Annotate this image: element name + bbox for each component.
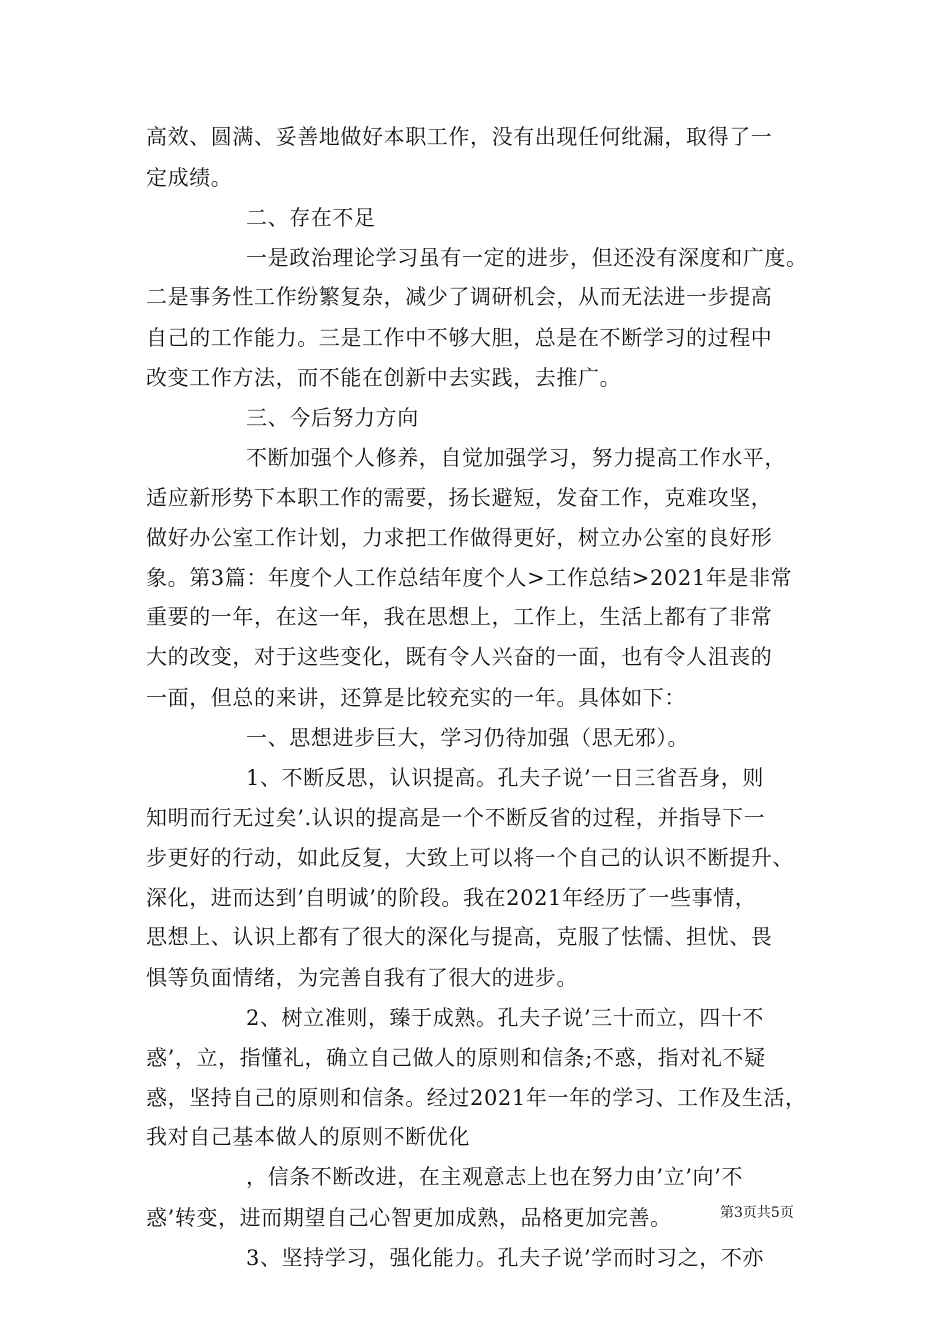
text-line: 惑’，立，指懂礼，确立自己做人的原则和信条;不惑，指对礼不疑	[146, 1046, 766, 1070]
text-line: 一是政治理论学习虽有一定的进步，但还没有深度和广度。	[246, 246, 808, 270]
text-line: 适应新形势下本职工作的需要，扬长避短，发奋工作，克难攻坚，	[146, 486, 773, 510]
text-line: 一面，但总的来讲，还算是比较充实的一年。具体如下：	[146, 686, 686, 710]
text-line: 惑’转变，进而期望自己心智更加成熟，品格更加完善。	[146, 1206, 672, 1230]
section-heading: 一、思想进步巨大，学习仍待加强（思无邪）。	[246, 726, 690, 750]
page-number: 第3页共5页	[720, 1205, 794, 1221]
text-line: 二是事务性工作纷繁复杂，减少了调研机会，从而无法进一步提高	[146, 285, 773, 309]
text-line: 定成绩。	[146, 166, 233, 190]
text-line: 重要的一年，在这一年，我在思想上，工作上，生活上都有了非常	[146, 605, 773, 629]
text-line: 自己的工作能力。三是工作中不够大胆，总是在不断学习的过程中	[146, 326, 773, 350]
text-line: 3、坚持学习，强化能力。孔夫子说’学而时习之，不亦	[246, 1246, 765, 1270]
text-line: 我对自己基本做人的原则不断优化	[146, 1125, 470, 1149]
text-line: 知明而行无过矣’.认识的提高是一个不断反省的过程，并指导下一	[146, 806, 766, 830]
section-heading: 二、存在不足	[246, 206, 376, 230]
text-line: 思想上、认识上都有了很大的深化与提高，克服了怯懦、担忧、畏	[146, 925, 773, 949]
text-line: 高效、圆满、妥善地做好本职工作，没有出现任何纰漏，取得了一	[146, 125, 773, 149]
text-line: 大的改变，对于这些变化，既有令人兴奋的一面，也有令人沮丧的	[146, 645, 773, 669]
text-line: 改变工作方法，而不能在创新中去实践，去推广。	[146, 366, 622, 390]
text-line: 1、不断反思，认识提高。孔夫子说’一日三省吾身，则	[246, 766, 765, 790]
text-line: 深化，进而达到’自明诚’的阶段。我在2021年经历了一些事情，	[146, 886, 757, 910]
text-line: ，信条不断改进，在主观意志上也在努力由’立’向’不	[246, 1165, 744, 1189]
text-line: 惑，坚持自己的原则和信条。经过2021年一年的学习、工作及生活，	[146, 1086, 807, 1110]
text-line: 惧等负面情绪，为完善自我有了很大的进步。	[146, 966, 578, 990]
text-line: 步更好的行动，如此反复，大致上可以将一个自己的认识不断提升、	[146, 846, 794, 870]
text-line: 不断加强个人修养，自觉加强学习，努力提高工作水平，	[246, 446, 786, 470]
text-line: 做好办公室工作计划，力求把工作做得更好，树立办公室的良好形	[146, 526, 773, 550]
section-heading: 三、今后努力方向	[246, 406, 419, 430]
text-line: 2、树立准则，臻于成熟。孔夫子说’三十而立，四十不	[246, 1006, 765, 1030]
text-line: 象。第3篇：年度个人工作总结年度个人>工作总结>2021年是非常	[146, 566, 793, 590]
